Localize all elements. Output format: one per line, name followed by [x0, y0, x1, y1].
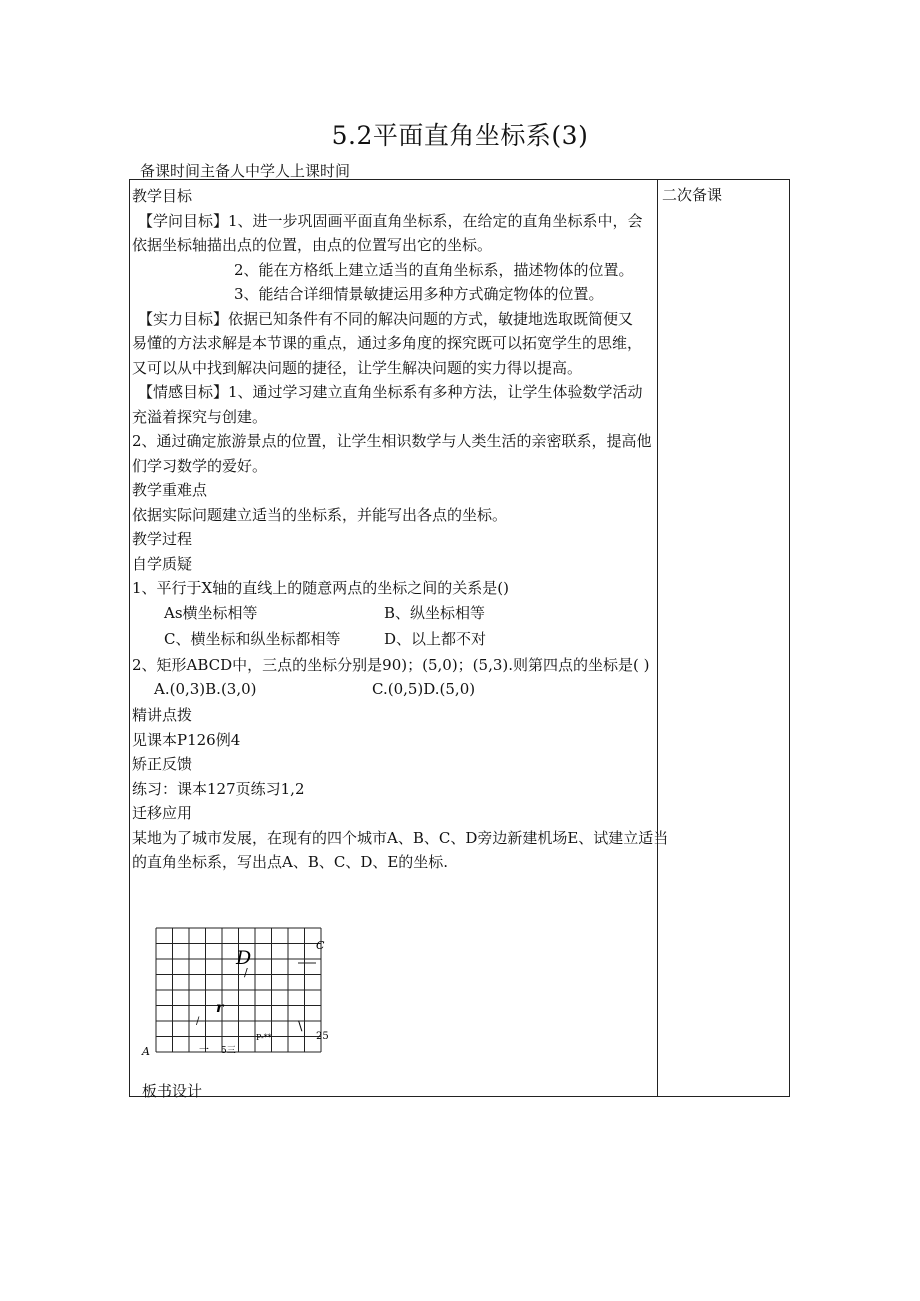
- option-ab: A.(0,3)B.(3,0): [154, 680, 257, 698]
- lesson-table: [129, 179, 790, 1100]
- meta-line: 备课时间主备人中学人上课时间: [140, 162, 351, 180]
- label-d: D: [236, 947, 252, 969]
- page-title: 5.2平面直角坐标系(3): [331, 121, 589, 150]
- label-slash: /: [244, 966, 248, 979]
- label-five: 5三: [221, 1046, 236, 1056]
- key-points-heading: 教学重难点: [132, 481, 208, 499]
- ability-goal-line: 易懂的方法求解是本节课的重点，通过多角度的探究既可以拓宽学生的思维，: [132, 334, 643, 352]
- emotion-goal-line: 们学习数学的爱好。: [132, 456, 268, 475]
- transfer-text: 某地为了城市发展，在现有的四个城市A、B、C、D旁边新建机场E、试建立适当: [132, 828, 669, 847]
- option-cd: C.(0,5)D.(5,0): [372, 680, 476, 698]
- lecture-text: 见课本P126例4: [132, 730, 241, 749]
- emotion-goal-line: 【情感目标】1、通过学习建立直角坐标系有多种方法，让学生体验数学活动: [138, 383, 643, 401]
- emotion-goal-line: 充溢着探究与创建。: [132, 407, 268, 426]
- label-25: 25: [316, 1031, 329, 1042]
- option-a: As横坐标相等: [164, 603, 258, 622]
- process-heading: 教学过程: [132, 530, 193, 548]
- label-a: A: [142, 1045, 150, 1058]
- board-design-label: 板书设计: [142, 1082, 203, 1100]
- question-1-options-row: [132, 627, 655, 653]
- key-points-text: 依据实际问题建立适当的坐标系，并能写出各点的坐标。: [132, 505, 508, 524]
- transfer-heading: 迁移应用: [132, 804, 193, 822]
- self-study-heading: 自学质疑: [132, 554, 193, 573]
- question-1-options-row: [132, 601, 655, 627]
- side-column-label: 二次备课: [662, 186, 723, 204]
- question-1: 1、平行于X轴的直线上的随意两点的坐标之间的关系是(): [132, 579, 509, 597]
- column-divider: [657, 180, 658, 1096]
- transfer-text: 的直角坐标系，写出点A、B、C、D、E的坐标.: [132, 853, 449, 871]
- label-bar: /: [196, 1016, 200, 1027]
- main-column: [132, 184, 669, 875]
- knowledge-goal-line: 【学问目标】1、进一步巩固画平面直角坐标系，在给定的直角坐标系中，会: [138, 211, 643, 230]
- label-c: C: [316, 939, 325, 952]
- emotion-goal-line: 2、通过确定旅游景点的位置，让学生相识数学与人类生活的亲密联系，提高他: [132, 432, 652, 450]
- lecture-heading: 精讲点拨: [132, 706, 193, 724]
- label-p: P-**: [256, 1033, 272, 1042]
- question-2: 2、矩形ABCD中，三点的坐标分别是90)；(5,0)；(5,3).则第四点的坐标是( ): [132, 655, 650, 674]
- option-b: B、纵坐标相等: [384, 603, 486, 622]
- question-2-options-row: [132, 677, 655, 703]
- label-r: r: [216, 1000, 224, 1016]
- label-dash: 一: [199, 1045, 209, 1056]
- feedback-text: 练习：课本127页练习1,2: [132, 779, 305, 798]
- knowledge-goal-line: 3、能结合详细情景敏捷运用多种方式确定物体的位置。: [234, 285, 604, 303]
- ability-goal-line: 又可以从中找到解决问题的捷径，让学生解决问题的实力得以提高。: [132, 358, 583, 377]
- knowledge-goal-line: 2、能在方格纸上建立适当的直角坐标系，描述物体的位置。: [234, 260, 634, 279]
- knowledge-goal-line: 依据坐标轴描出点的位置，由点的位置写出它的坐标。: [132, 236, 493, 254]
- objectives-heading: 教学目标: [132, 187, 193, 205]
- map-grid-figure: [138, 922, 378, 1062]
- ability-goal-line: 【实力目标】依据已知条件有不同的解决问题的方式，敏捷地选取既简便又: [138, 309, 634, 328]
- option-d: D、以上都不对: [384, 629, 487, 648]
- feedback-heading: 矫正反馈: [132, 755, 193, 773]
- option-c: C、横坐标和纵坐标都相等: [164, 629, 341, 648]
- label-backslash: \: [298, 1019, 303, 1034]
